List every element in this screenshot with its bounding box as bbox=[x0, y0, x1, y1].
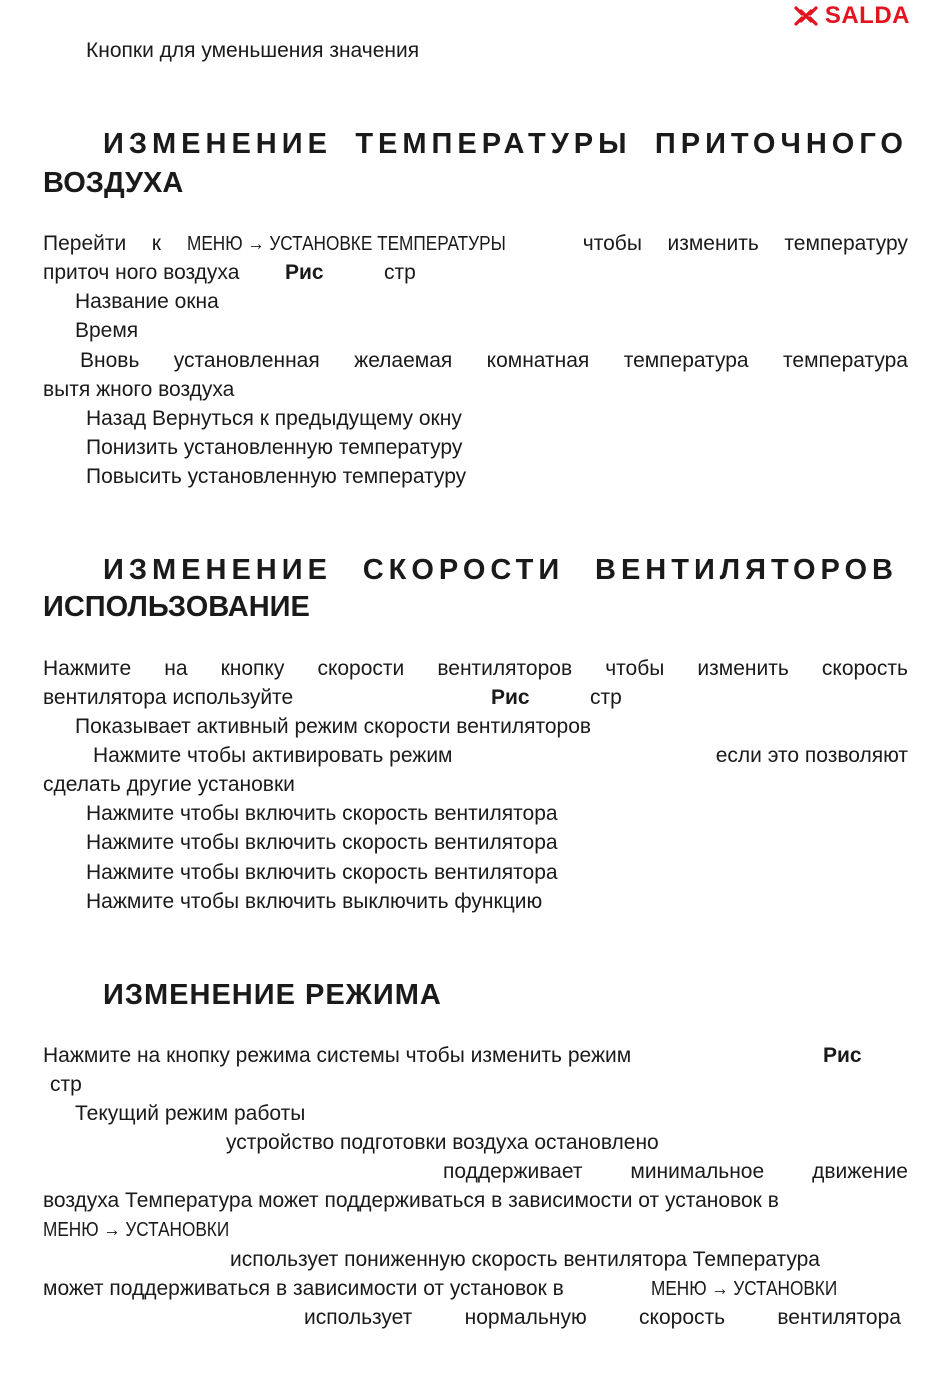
section-1-intro-line1 bbox=[43, 231, 908, 257]
brand-logo bbox=[793, 2, 910, 30]
section-2-title-line2: ИСПОЛЬЗОВАНИЕ bbox=[43, 591, 310, 623]
word: температуру bbox=[784, 232, 908, 255]
mode-low-speed-line2b: МЕНЮ → УСТАНОВКИ bbox=[651, 1278, 838, 1300]
section-2-page-ref: стр bbox=[590, 686, 622, 709]
section-3-page-ref: стр bbox=[50, 1073, 82, 1096]
mode-normal-speed bbox=[304, 1305, 901, 1331]
word: нормальную bbox=[464, 1306, 587, 1329]
word: чтобы bbox=[582, 232, 642, 255]
section-3-title: ИЗМЕНЕНИЕ РЕЖИМА bbox=[103, 979, 442, 1011]
word: температура bbox=[623, 349, 749, 372]
word: вентиляторов bbox=[437, 657, 573, 680]
list-item: Нажмите чтобы включить скорость вентилятора bbox=[86, 831, 558, 854]
current-mode-note: Текущий режим работы bbox=[75, 1102, 306, 1125]
word: движение bbox=[812, 1160, 908, 1183]
word: температура bbox=[783, 349, 908, 372]
section-1-title bbox=[103, 127, 908, 161]
section-3-fig-ref: Рис bbox=[823, 1044, 862, 1067]
word: изменить bbox=[697, 657, 789, 680]
section-1-item-long-line2: вытя жного воздуха bbox=[43, 378, 235, 401]
top-note: Кнопки для уменьшения значения bbox=[86, 39, 420, 62]
list-item: Понизить установленную температуру bbox=[86, 436, 463, 459]
list-item: Время bbox=[75, 319, 139, 342]
section-1-title-word: ПРИТОЧНОГО bbox=[654, 128, 908, 160]
mode-low-speed-line2a: может поддерживаться в зависимости от установок в bbox=[43, 1277, 564, 1300]
mode-min-flow-line3: МЕНЮ → УСТАНОВКИ bbox=[43, 1219, 230, 1241]
word: скорости bbox=[317, 657, 405, 680]
list-item: Нажмите чтобы включить скорость вентилятора bbox=[86, 861, 558, 884]
mode-min-flow-line1 bbox=[443, 1159, 908, 1185]
section-1-title-word: ИЗМЕНЕНИЕ bbox=[103, 128, 332, 160]
word: изменить bbox=[667, 232, 759, 255]
section-2-fig-ref: Рис bbox=[491, 686, 530, 709]
list-item: Нажмите чтобы включить скорость вентилятора bbox=[86, 802, 558, 825]
brand-name: SALDA bbox=[824, 2, 910, 29]
word: желаемая bbox=[354, 349, 453, 372]
word: Вновь bbox=[80, 349, 140, 372]
section-2-title-word: ИЗМЕНЕНИЕ bbox=[103, 554, 332, 586]
section-3-intro-line1: Нажмите на кнопку режима системы чтобы изменить режим bbox=[43, 1044, 632, 1067]
list-item: Название окна bbox=[75, 290, 219, 313]
active-mode-note: Показывает активный режим скорости вентиляторов bbox=[75, 715, 592, 738]
section-1-page-ref: стр bbox=[384, 261, 416, 284]
mode-min-flow-line2: воздуха Температура может поддерживаться в зависимости от установок в bbox=[43, 1189, 779, 1212]
word: скорость bbox=[639, 1306, 726, 1329]
section-2-intro-line1 bbox=[43, 656, 908, 682]
word: вентилятора bbox=[777, 1306, 901, 1329]
word: Нажмите bbox=[43, 657, 132, 680]
word: минимальное bbox=[630, 1160, 765, 1183]
word: на bbox=[164, 657, 188, 680]
word: к bbox=[151, 232, 161, 255]
section-2-intro-line2-text: вентилятора используйте bbox=[43, 686, 294, 709]
list-item: Нажмите чтобы включить выключить функцию bbox=[86, 890, 543, 913]
word: Перейти bbox=[43, 232, 127, 255]
section-2-title-word: ВЕНТИЛЯТОРОВ bbox=[595, 554, 898, 586]
activate-line1b: если это позволяют bbox=[715, 744, 908, 767]
word: установленная bbox=[173, 349, 320, 372]
mode-stopped: устройство подготовки воздуха остановлено bbox=[226, 1131, 659, 1154]
word: кнопку bbox=[220, 657, 285, 680]
list-item: Назад Вернуться к предыдущему окну bbox=[86, 407, 462, 430]
section-1-intro-line2-text: приточ ного воздуха bbox=[43, 261, 240, 284]
word: использует bbox=[304, 1306, 413, 1329]
section-1-fig-ref: Рис bbox=[285, 261, 324, 284]
word: чтобы bbox=[605, 657, 665, 680]
word: скорость bbox=[821, 657, 908, 680]
activate-line1a: Нажмите чтобы активировать режим bbox=[93, 744, 453, 767]
menu-path: МЕНЮ → УСТАНОВКЕ ТЕМПЕРАТУРЫ bbox=[186, 233, 506, 255]
mode-low-speed-line1: использует пониженную скорость вентилятора Температура bbox=[230, 1248, 820, 1271]
word: поддерживает bbox=[443, 1160, 583, 1183]
section-1-item-long bbox=[80, 348, 908, 374]
activate-line2: сделать другие установки bbox=[43, 773, 295, 796]
section-2-title bbox=[103, 553, 898, 587]
list-item: Повысить установленную температуру bbox=[86, 465, 467, 488]
section-1-title-word: ТЕМПЕРАТУРЫ bbox=[355, 128, 632, 160]
salda-x-logo-icon bbox=[793, 5, 819, 27]
section-1-title-line2: ВОЗДУХА bbox=[43, 167, 184, 199]
section-2-title-word: СКОРОСТИ bbox=[362, 554, 565, 586]
word: комнатная bbox=[486, 349, 590, 372]
